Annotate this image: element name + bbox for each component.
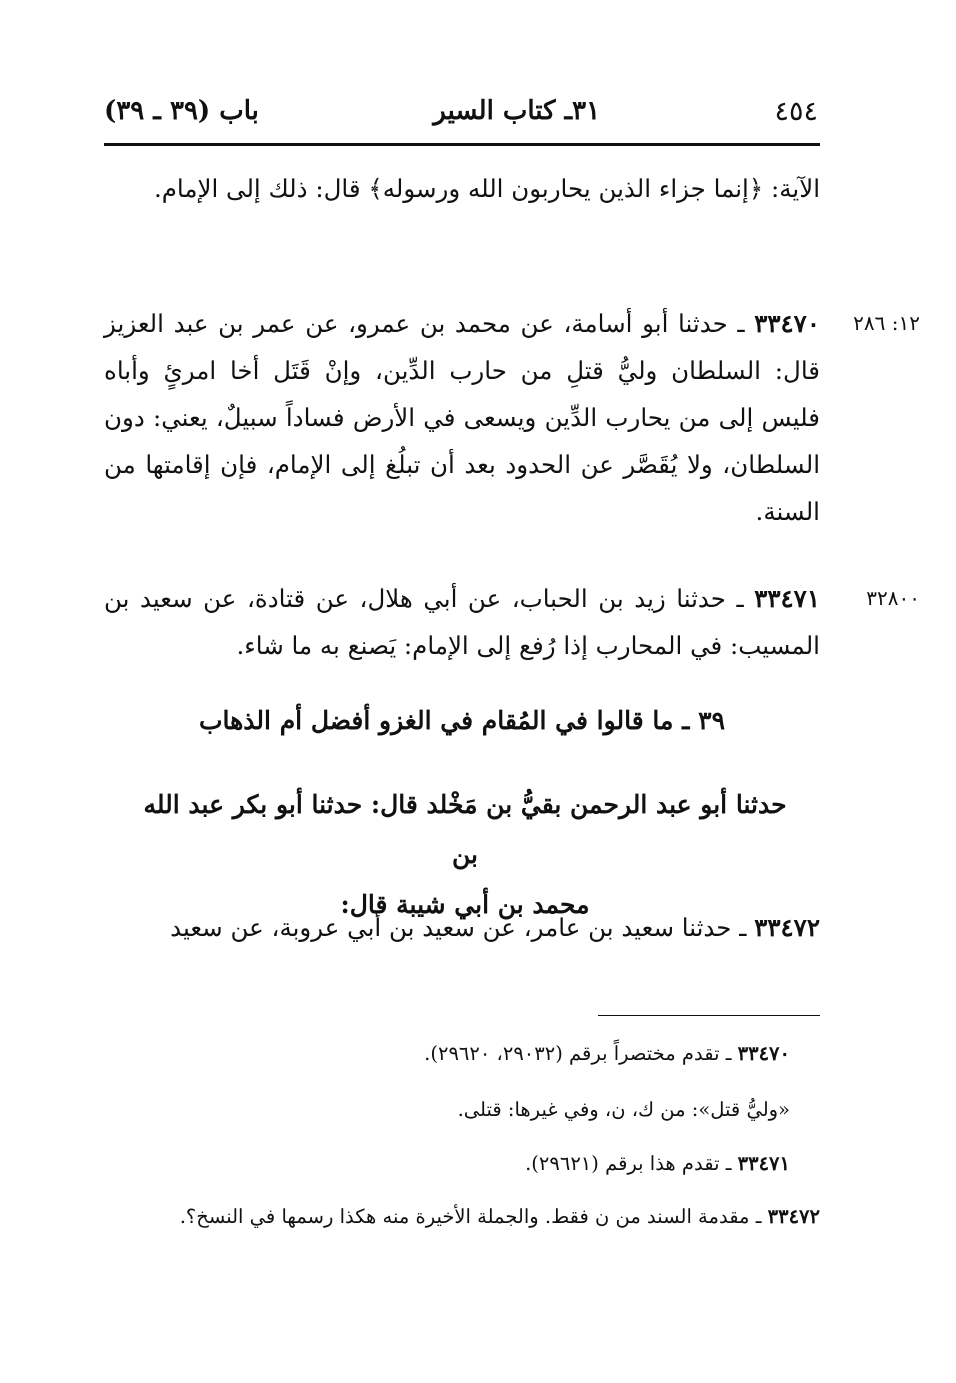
hadith-3470 bbox=[104, 300, 820, 535]
hadith-number: ٣٣٤٧٢ bbox=[754, 913, 820, 942]
book-title: ٣١ـ كتاب السير bbox=[433, 96, 601, 126]
hadith-text: ـ حدثنا زيد بن الحباب، عن أبي هلال، عن قتادة، عن سعيد بن المسيب: في المحارب إذا رُفع إلى الإمام: يَصنع به ما شاء. bbox=[104, 584, 820, 660]
footnote-note bbox=[104, 1093, 790, 1127]
hadith-number: ٣٣٤٧٠ bbox=[754, 309, 820, 338]
footnote-number: ٣٣٤٧٢ bbox=[767, 1205, 820, 1228]
footnote-3471 bbox=[104, 1147, 790, 1181]
hadith-text: ـ حدثنا سعيد بن عامر، عن سعيد بن أبي عروبة، عن سعيد bbox=[170, 913, 755, 942]
isnad-line-1: حدثنا أبو عبد الرحمن بقيُّ بن مَخْلد قال: حدثنا أبو بكر عبد الله بن bbox=[143, 790, 787, 869]
chapter-range: باب (٣٩ ـ ٣٩) bbox=[104, 96, 259, 126]
isnad-line-2: محمد بن أبي شيبة قال: bbox=[340, 890, 590, 919]
page-header bbox=[104, 86, 818, 136]
page-number: ٤٥٤ bbox=[774, 95, 818, 127]
section-heading: ٣٩ ـ ما قالوا في المُقام في الغزو أفضل أم الذهاب bbox=[198, 706, 726, 735]
continuation-paragraph: الآية: ﴿إنما جزاء الذين يحاربون الله ورسوله﴾ قال: ذلك إلى الإمام. bbox=[153, 174, 820, 203]
margin-reference-3470: ١٢: ٢٨٦ bbox=[853, 311, 920, 335]
footnote-number: ٣٣٤٧٠ bbox=[737, 1042, 790, 1065]
footnote-text: ـ مقدمة السند من ن فقط. والجملة الأخيرة منه هكذا رسمها في النسخ؟. bbox=[179, 1205, 768, 1228]
header-divider bbox=[104, 143, 820, 146]
margin-reference-3471: ٣٢٨٠٠ bbox=[866, 586, 920, 610]
footnote-3472 bbox=[104, 1200, 820, 1234]
hadith-3471 bbox=[104, 575, 820, 669]
footnote-text: «وليُّ قتل»: من ك، ن، وفي غيرها: قتلى. bbox=[457, 1098, 790, 1121]
footnote-3470 bbox=[104, 1037, 790, 1071]
footnote-text: ـ تقدم هذا برقم (٢٩٦٢١). bbox=[525, 1152, 738, 1175]
hadith-3472 bbox=[104, 904, 820, 951]
footnote-number: ٣٣٤٧١ bbox=[737, 1152, 790, 1175]
hadith-text: ـ حدثنا أبو أسامة، عن محمد بن عمرو، عن عمر بن عبد العزيز قال: السلطان وليُّ قتلِ من حارب الدِّين، وإنْ قَتَل أخا امرئٍ وأباه فليس إلى من يحارب الدِّين ويسعى في الأرض فساداً سبيلٌ، يعني: دون السلطان، ولا يُقَصَّر عن الحدود بعد أن تبلُغ إلى الإمام، فإن إقامتها من السنة. bbox=[104, 309, 820, 526]
footnote-divider bbox=[598, 1015, 820, 1016]
footnote-text: ـ تقدم مختصراً برقم (٢٩٠٣٢، ٢٩٦٢٠). bbox=[424, 1042, 738, 1065]
hadith-number: ٣٣٤٧١ bbox=[754, 584, 820, 613]
